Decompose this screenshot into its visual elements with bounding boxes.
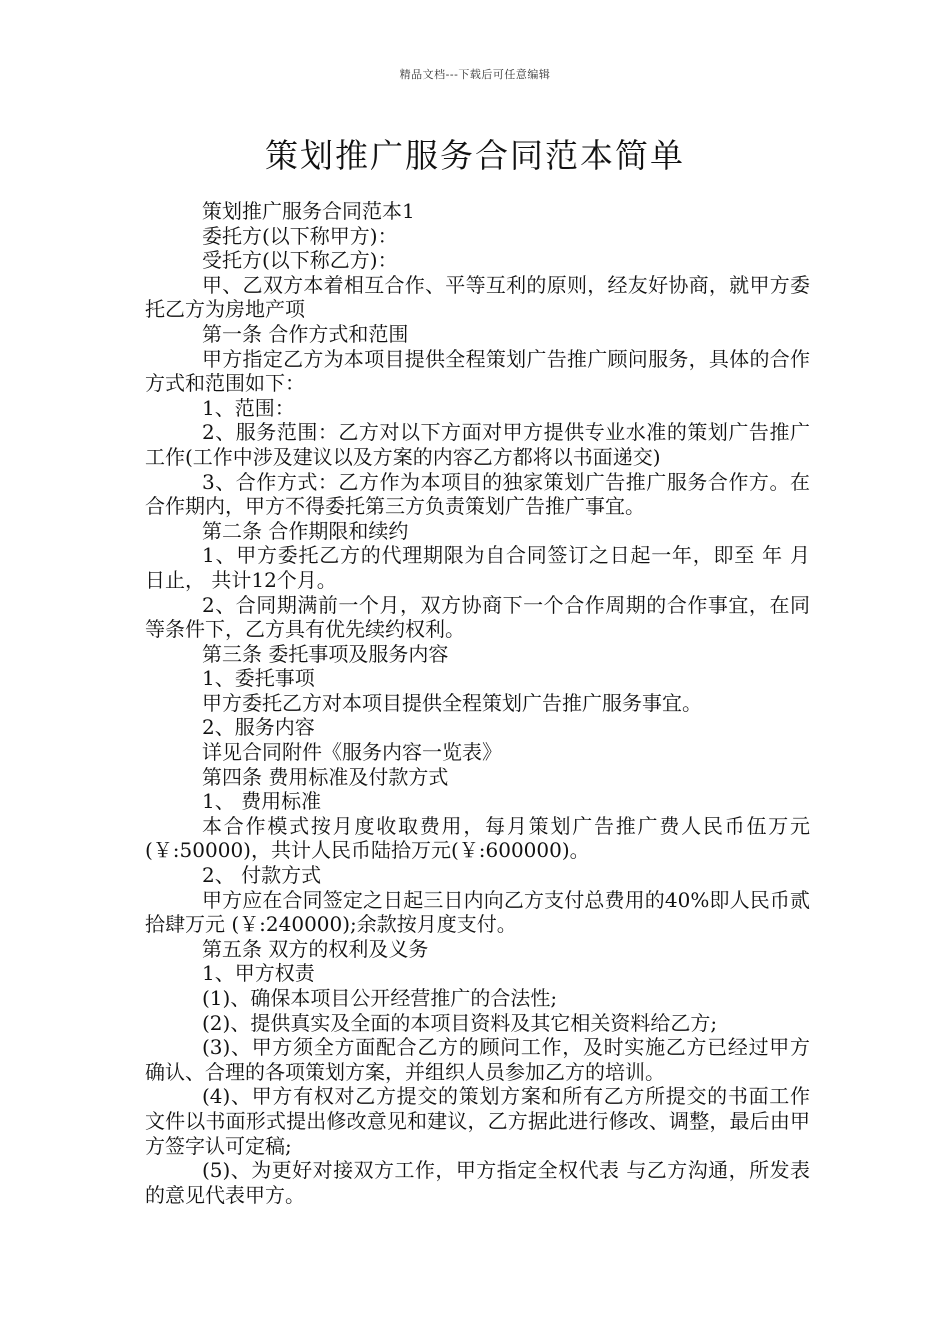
paragraph: 2、 付款方式 [202,863,322,888]
document-title: 策划推广服务合同范本简单 [265,136,685,175]
paragraph: (1)、确保本项目公开经营推广的合法性; [202,986,558,1010]
paragraph: (5)、为更好对接双方工作，甲方指定全权代表 与乙方沟通，所发表的意见代表甲方。 [145,1158,810,1207]
paragraph: (2)、提供真实及全面的本项目资料及其它相关资料给乙方; [202,1010,718,1035]
document-body [145,199,810,1207]
paragraph: 2、服务内容 [202,715,315,740]
paragraph: 1、 费用标准 [202,789,322,814]
paragraph: 3、合作方式：乙方作为本项目的独家策划广告推广服务合作方。在合作期内，甲方不得委托第三方负责策划广告推广事宜。 [145,469,810,519]
header-note: 精品文档---下载后可任意编辑 [399,68,551,81]
paragraph: 1、范围： [202,395,295,420]
section-heading: 第五条 双方的权利及义务 [202,936,429,961]
paragraph: 1、委托事项 [202,666,315,691]
paragraph: 甲、乙双方本着相互合作、平等互利的原则，经友好协商，就甲方委托乙方为房地产项 [145,272,810,322]
paragraph: 甲方委托乙方对本项目提供全程策划广告推广服务事宜。 [202,690,702,715]
paragraph: (4)、甲方有权对乙方提交的策划方案和所有乙方所提交的书面工作文件以书面形式提出修改意见和建议，乙方据此进行修改、调整，最后由甲方签字认可定稿; [145,1084,810,1158]
paragraph: 甲方指定乙方为本项目提供全程策划广告推广顾问服务，具体的合作方式和范围如下： [145,346,810,396]
section-heading: 第四条 费用标准及付款方式 [202,764,449,789]
paragraph: 本合作模式按月度收取费用，每月策划广告推广费人民币伍万元(￥:50000)，共计人民币陆拾万元(￥:600000)。 [145,813,810,863]
paragraph: 受托方(以下称乙方)： [202,248,398,273]
paragraph: 2、合同期满前一个月，双方协商下一个合作周期的合作事宜，在同等条件下，乙方具有优先续约权利。 [145,592,810,642]
section-heading: 第三条 委托事项及服务内容 [202,641,449,666]
section-heading: 第二条 合作期限和续约 [202,518,409,543]
paragraph: 2、服务范围：乙方对以下方面对甲方提供专业水准的策划广告推广工作(工作中涉及建议以及方案的内容乙方都将以书面递交) [145,420,810,469]
section-heading: 第一条 合作方式和范围 [202,321,409,346]
paragraph: 委托方(以下称甲方)： [202,223,398,248]
paragraph: 1、甲方权责 [202,961,315,986]
paragraph: 1、甲方委托乙方的代理期限为自合同签订之日起一年，即至 年 月 日止， 共计12个月。 [145,543,810,592]
paragraph: (3)、甲方须全方面配合乙方的顾问工作，及时实施乙方已经过甲方确认、合理的各项策划方案，并组织人员参加乙方的培训。 [145,1035,810,1084]
paragraph: 详见合同附件《服务内容一览表》 [202,740,502,765]
paragraph: 甲方应在合同签定之日起三日内向乙方支付总费用的40%即人民币贰拾肆万元 (￥:240000);余款按月度支付。 [145,887,810,937]
paragraph: 策划推广服务合同范本1 [202,199,415,223]
